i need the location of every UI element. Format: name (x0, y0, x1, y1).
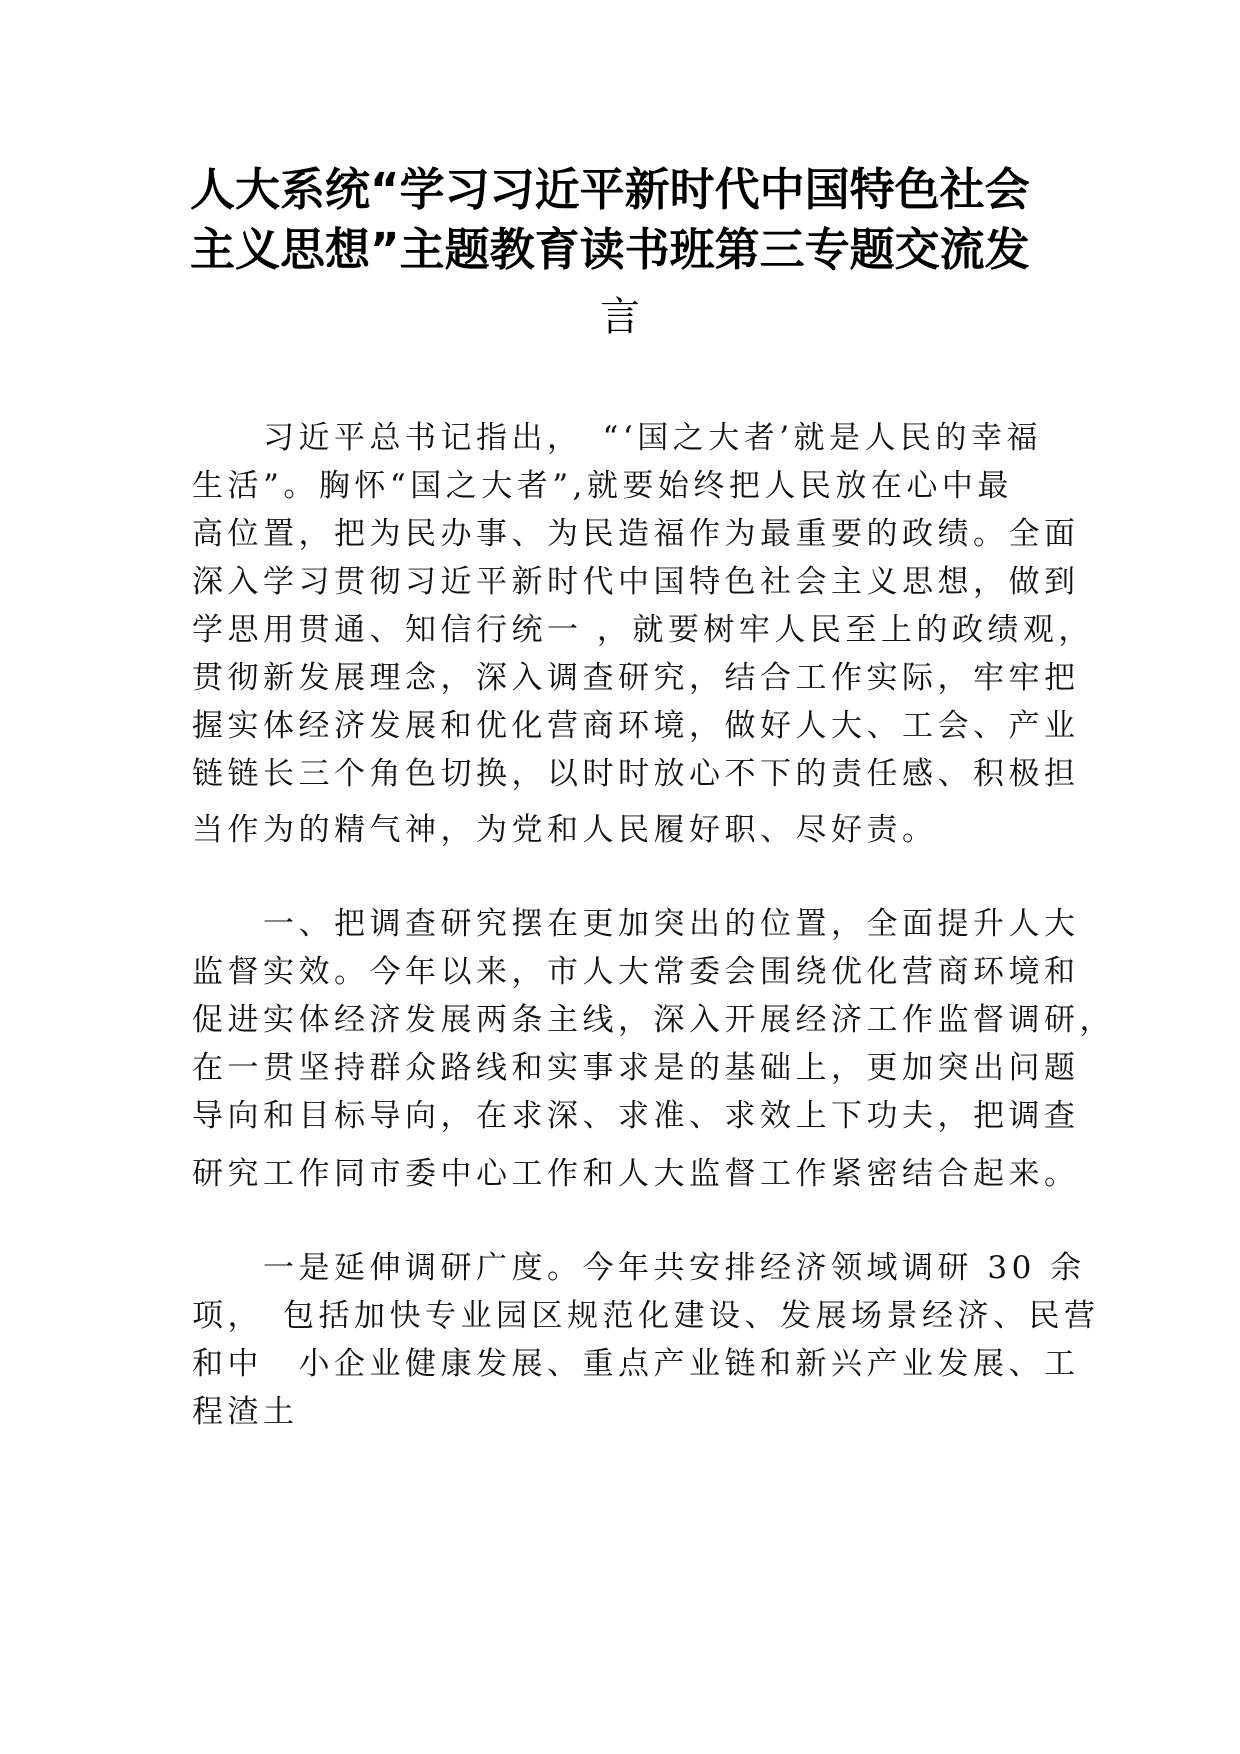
paragraph-line: 和中 小企业健康发展、重点产业链和新兴产业发展、工 (192, 1346, 1080, 1382)
paragraph-line: 一是延伸调研广度。今年共安排经济领域调研 30 余 (192, 1250, 1086, 1286)
paragraph-line: 当作为的精气神，为党和人民履好职、尽好责。 (192, 812, 938, 848)
paragraph-line: 高位置，把为民办事、为民造福作为最重要的政绩。全面 (192, 516, 1080, 552)
paragraph-line: 导向和目标导向，在求深、求准、求效上下功夫，把调查 (192, 1098, 1080, 1134)
paragraph-line: 促进实体经济发展两条主线，深入开展经济工作监督调研， (192, 1002, 1115, 1038)
title-line: 主义思想”主题教育读书班第三专题交流发 (190, 223, 1030, 276)
paragraph-line: 深入学习贯彻习近平新时代中国特色社会主义思想，做到 (192, 564, 1080, 600)
paragraph-line: 习近平总书记指出， “‘国之大者’就是人民的幸福 (192, 420, 1043, 456)
paragraph-line: 程渣土 (192, 1394, 299, 1430)
document-title (190, 160, 1050, 280)
paragraph-line: 学思用贯通、知信行统一 ，就要树牢人民至上的政绩观， (192, 612, 1094, 648)
paragraph-line: 生活”。胸怀“国之大者”,就要始终把人民放在心中最 (192, 468, 1013, 504)
paragraph-line: 项， 包括加快专业园区规范化建设、发展场景经济、民营 (192, 1298, 1100, 1334)
paragraph-line: 链链长三个角色切换，以时时放心不下的责任感、积极担 (192, 756, 1080, 792)
paragraph-line: 贯彻新发展理念，深入调查研究，结合工作实际，牢牢把 (192, 660, 1080, 696)
paragraph-line: 在一贯坚持群众路线和实事求是的基础上，更加突出问题 (192, 1050, 1080, 1086)
paragraph-line: 研究工作同市委中心工作和人大监督工作紧密结合起来。 (192, 1156, 1080, 1192)
title-line-tail: 言 (600, 294, 640, 340)
paragraph-line: 握实体经济发展和优化营商环境，做好人大、工会、产业 (192, 708, 1080, 744)
paragraph-line: 监督实效。今年以来，市人大常委会围绕优化营商环境和 (192, 954, 1080, 990)
title-line: 人大系统“学习习近平新时代中国特色社会 (190, 163, 1030, 216)
paragraph-line: 一、把调查研究摆在更加突出的位置，全面提升人大 (192, 906, 1080, 942)
